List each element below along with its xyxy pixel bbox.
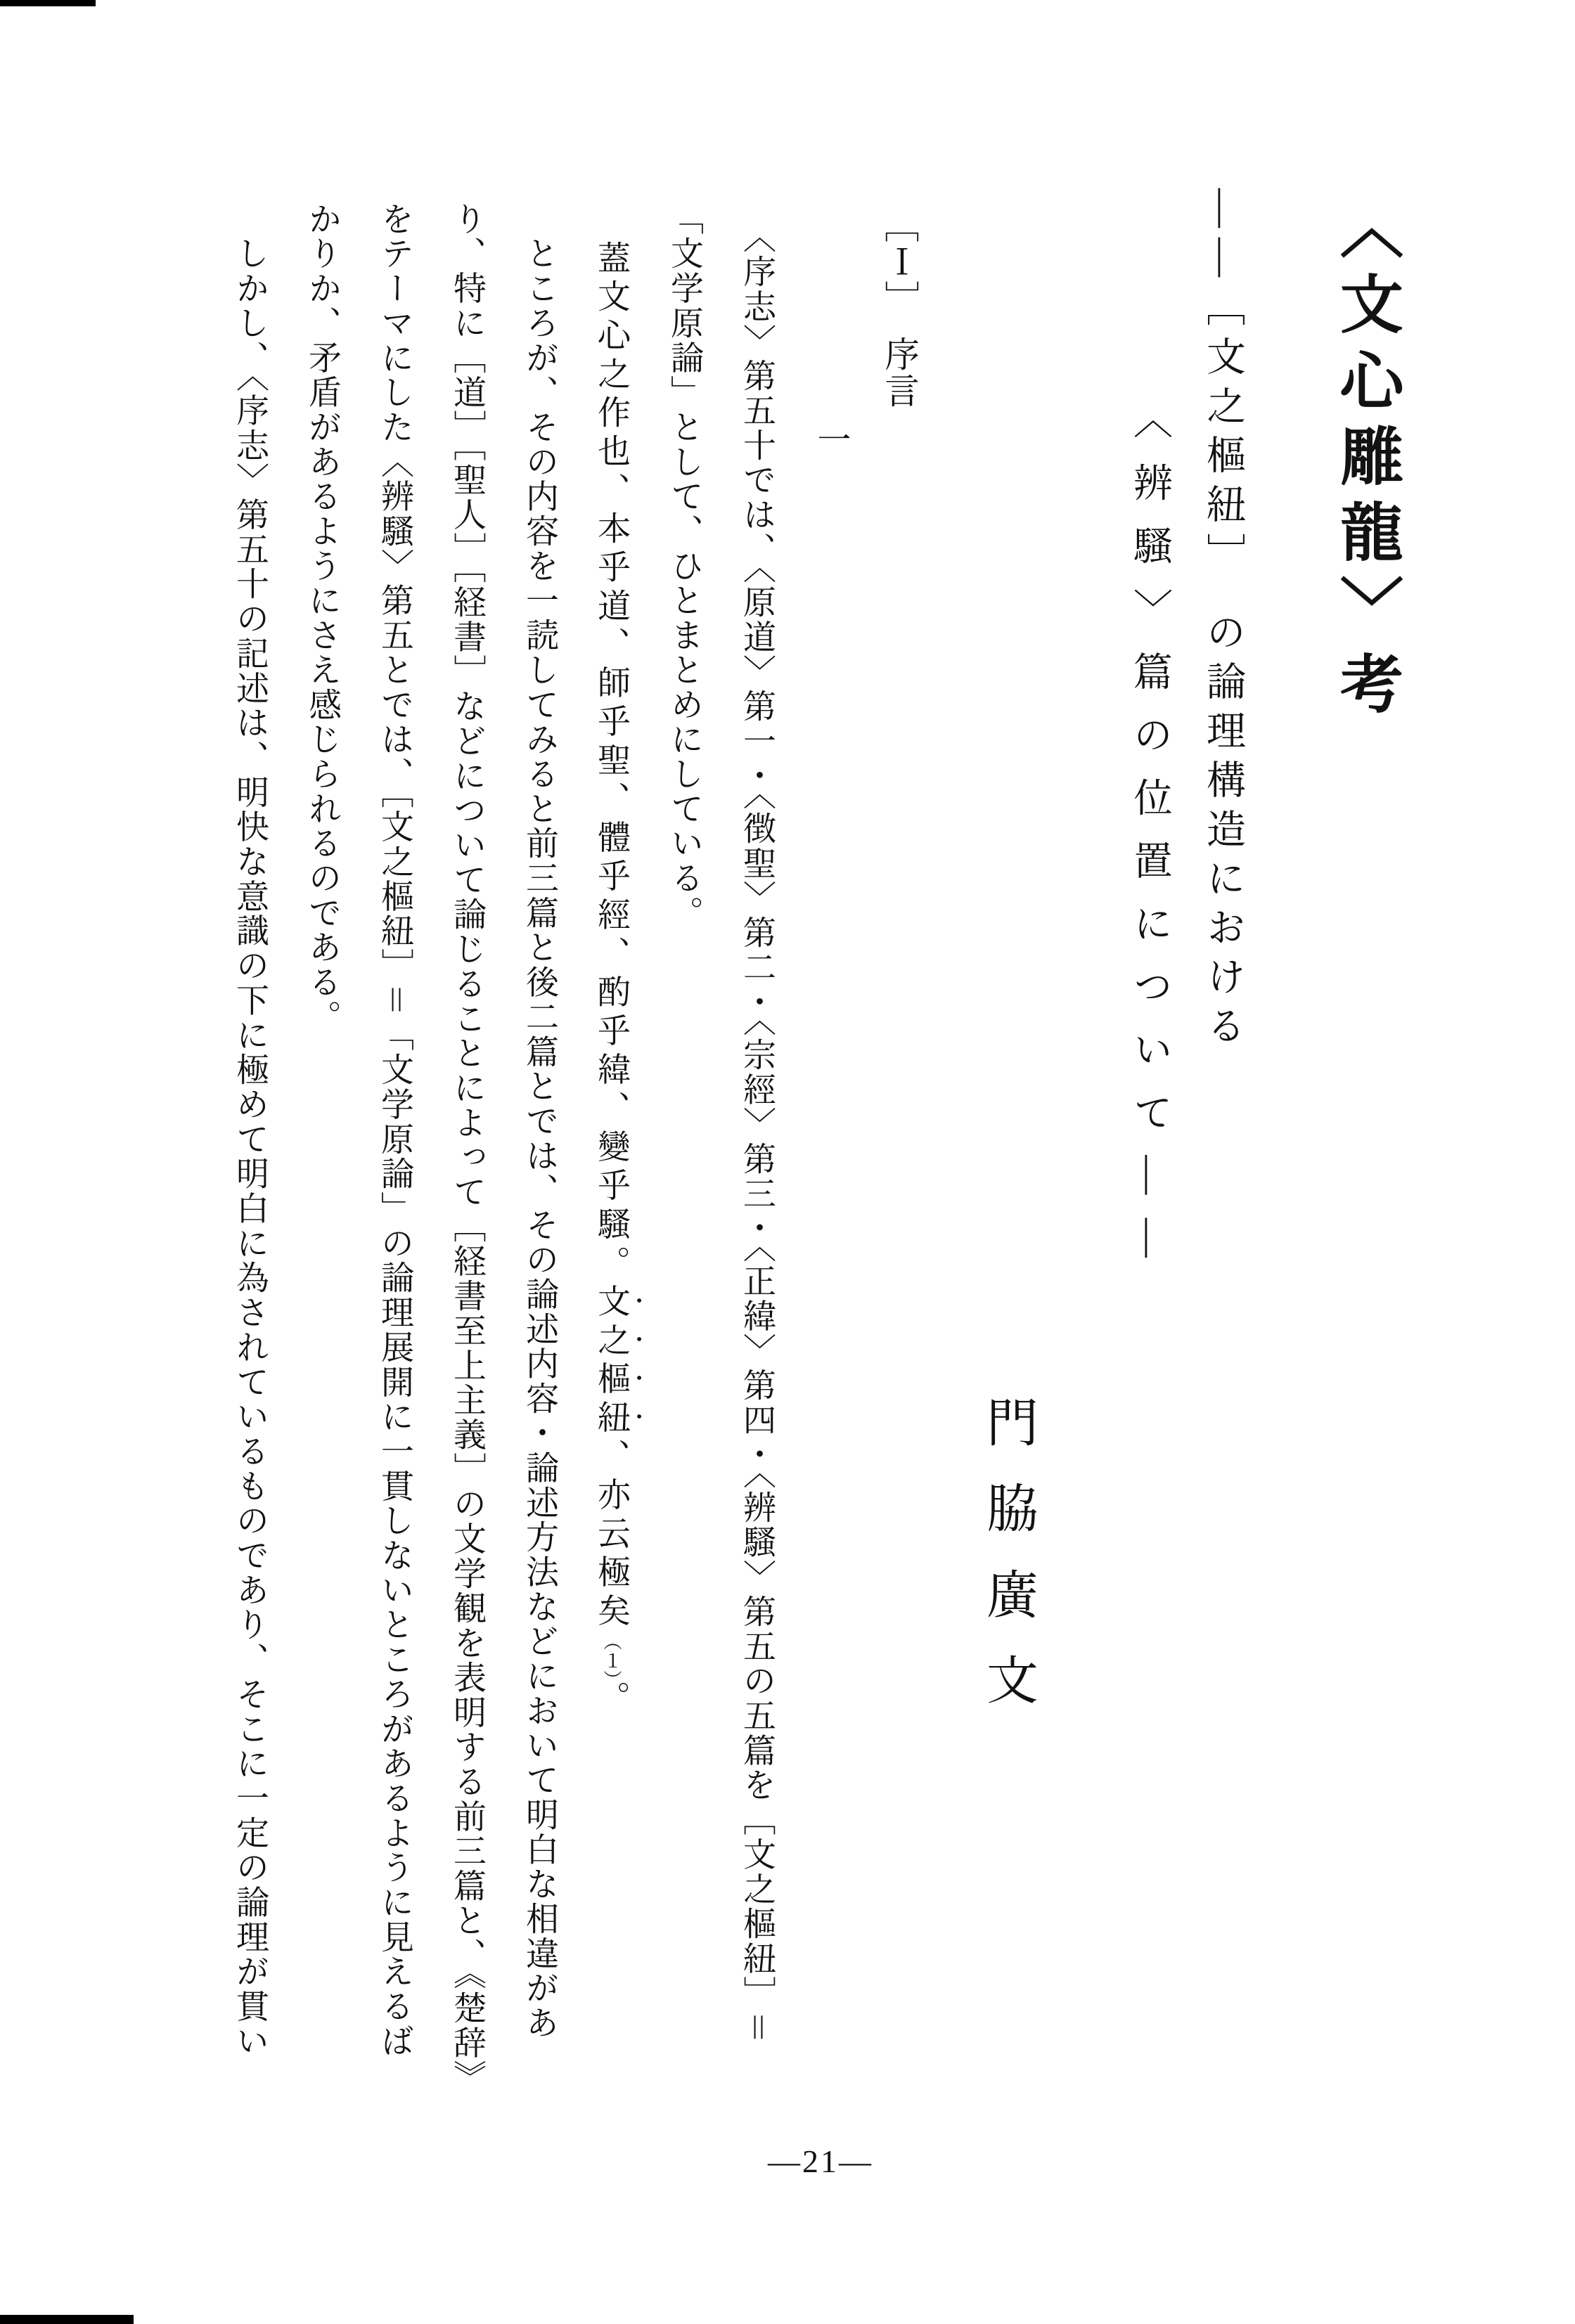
body-column-2: 「文学原論」として、ひとまとめにしている。: [666, 202, 702, 931]
article-title: 〈文心雕龍〉考: [1330, 195, 1400, 727]
author-name: 門脇廣文: [979, 1395, 1036, 1739]
footnote-ref-1: （１）: [601, 1632, 622, 1681]
quote-emphasized-text: 文之樞紐: [593, 1284, 629, 1439]
body-column-3: [575, 202, 648, 2181]
body-column-6: をテーマにした〈辨騷〉第五とでは、［文之樞紐］＝「文学原論」の論理展開に一貫しないところがあるように見えるば: [376, 202, 413, 2059]
page-number: ―21―: [768, 2143, 873, 2179]
subtitle-line-1: ――［文之樞紐］ の論理構造における: [1201, 188, 1245, 1054]
quote-text: 蓋文心之作也、本乎道、師乎聖、體乎經、酌乎緯、變乎騷。: [593, 202, 629, 1284]
body-column-4: ところが、その内容を一読してみると前三篇と後二篇とでは、その論述内容・論述方法などにおいて明白な相違があ: [521, 202, 558, 2041]
section-heading: ［Ｉ］ 序言: [880, 207, 919, 409]
subtitle-line-2: 〈辨騷〉篇の位置について――: [1128, 399, 1171, 1282]
body-column-1: 〈序志〉第五十では、〈原道〉第一・〈徴聖〉第二・〈宗經〉第三・〈正緯〉第四・〈辨騷〉第五の五篇を［文之樞紐］＝: [738, 202, 775, 2046]
quote-period: 。: [593, 1680, 629, 1719]
quote-text-continued: 、亦云極矣: [593, 1438, 629, 1632]
body-column-8: しかし、〈序志〉第五十の記述は、明快な意識の下に極めて明白に為されているものであり、そこに一定の論理が貫い: [231, 202, 268, 2059]
body-column-7: かりか、矛盾があるようにさえ感じられるのである。: [304, 202, 340, 1035]
scan-artifact-top: [0, 0, 96, 6]
scan-artifact-bottom: [0, 2315, 134, 2324]
body-column-5: り、特に［道］［聖人］［経書］などについて論じることによって［経書至上主義］の文学観を表明する前三篇と、《楚辞》: [449, 202, 485, 2096]
section-number: 一: [812, 422, 849, 456]
